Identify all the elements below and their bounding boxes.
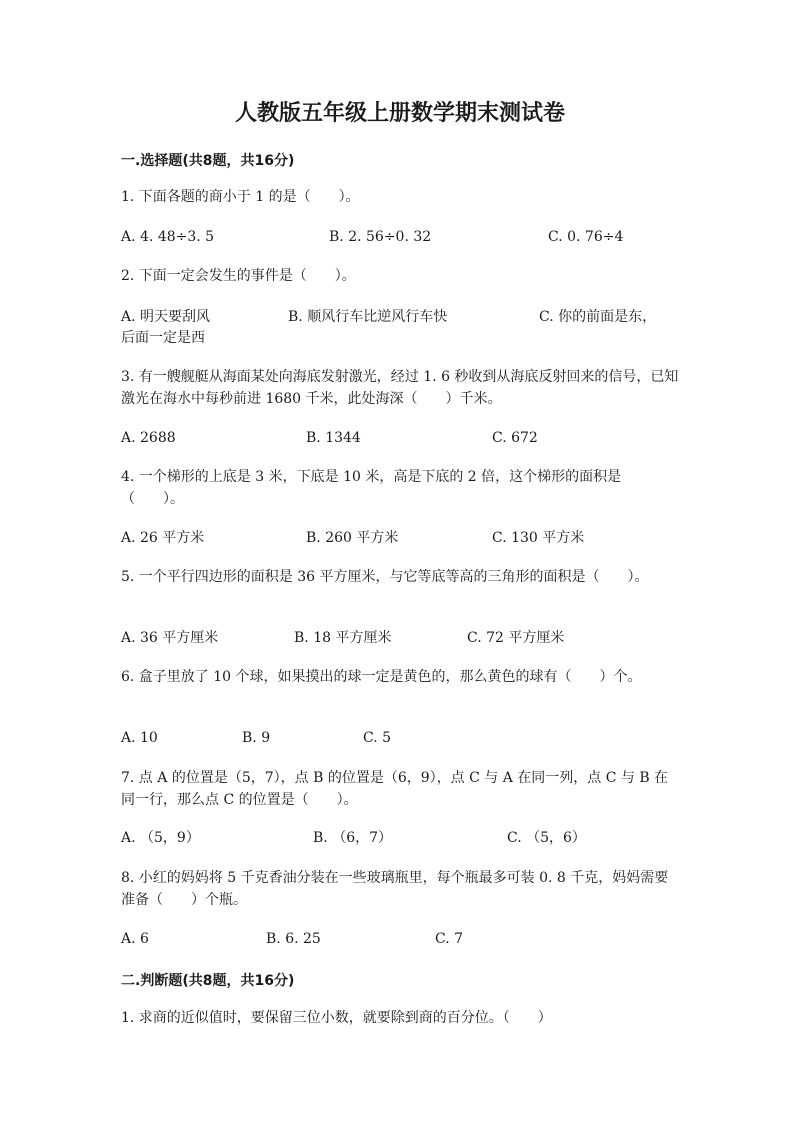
question-6: 6. 盒子里放了 10 个球，如果摸出的球一定是黄色的，那么黄色的球有（ ）个。 bbox=[121, 669, 642, 685]
question-3: 3. 有一艘舰艇从海面某处向海底发射激光，经过 1. 6 秒收到从海底反射回来的信号，已知激光在海水中每秒前进 1680 千米，此处海深（ ）千米。 bbox=[121, 369, 679, 407]
option-b: B. （6，7） bbox=[313, 830, 393, 846]
option-a: A. 6 bbox=[121, 931, 149, 947]
option-c: C. 672 bbox=[492, 430, 538, 446]
option-b: B. 9 bbox=[242, 730, 271, 746]
option-a: A. 明天要刮风 bbox=[121, 309, 211, 325]
options-8 bbox=[121, 928, 681, 950]
option-c: C. （5，6） bbox=[507, 830, 586, 846]
option-b: B. 顺风行车比逆风行车快 bbox=[288, 309, 448, 325]
option-c: C. 7 bbox=[435, 931, 464, 947]
option-b: B. 2. 56÷0. 32 bbox=[329, 229, 432, 245]
option-a: A. 4. 48÷3. 5 bbox=[121, 229, 215, 245]
option-c: C. 72 平方厘米 bbox=[467, 630, 565, 646]
option-c: C. 你的前面是东， bbox=[539, 309, 657, 325]
question-7: 7. 点 A 的位置是（5，7），点 B 的位置是（6，9），点 C 与 A 在同一列，点 C 与 B 在同一行，那么点 C 的位置是（ ）。 bbox=[121, 770, 669, 808]
options-6 bbox=[121, 727, 681, 749]
option-b: B. 6. 25 bbox=[266, 931, 321, 947]
question-1: 1. 下面各题的商小于 1 的是（ ）。 bbox=[121, 189, 360, 205]
option-a: A. 10 bbox=[121, 730, 158, 746]
options-2 bbox=[121, 306, 681, 328]
options-3 bbox=[121, 427, 681, 449]
option-a: A. （5，9） bbox=[121, 830, 200, 846]
option-c: C. 5 bbox=[363, 730, 392, 746]
options-1 bbox=[121, 226, 681, 248]
options-4 bbox=[121, 527, 681, 549]
page-title: 人教版五年级上册数学期末测试卷 bbox=[234, 101, 565, 126]
option-a: A. 2688 bbox=[121, 430, 176, 446]
option-b: B. 260 平方米 bbox=[306, 530, 399, 546]
option-c: C. 130 平方米 bbox=[492, 530, 585, 546]
option-b: B. 1344 bbox=[306, 430, 361, 446]
options-5 bbox=[121, 627, 681, 649]
section-heading-judge: 二.判断题(共8题，共16分) bbox=[121, 973, 295, 989]
option-a: A. 36 平方厘米 bbox=[121, 630, 219, 646]
judge-question-1: 1. 求商的近似值时，要保留三位小数，就要除到商的百分位。（ ） bbox=[121, 1010, 552, 1026]
question-5: 5. 一个平行四边形的面积是 36 平方厘米，与它等底等高的三角形的面积是（ ）。 bbox=[121, 569, 649, 585]
question-8: 8. 小红的妈妈将 5 千克香油分装在一些玻璃瓶里，每个瓶最多可装 0. 8 千克，妈妈需要准备（ ）个瓶。 bbox=[121, 870, 669, 908]
option-b: B. 18 平方厘米 bbox=[294, 630, 392, 646]
option-c-continued: 后面一定是西 bbox=[121, 330, 205, 346]
option-c: C. 0. 76÷4 bbox=[548, 229, 624, 245]
question-2: 2. 下面一定会发生的事件是（ ）。 bbox=[121, 268, 356, 284]
options-7 bbox=[121, 827, 681, 849]
option-a: A. 26 平方米 bbox=[121, 530, 205, 546]
question-4: 4. 一个梯形的上底是 3 米，下底是 10 米，高是下底的 2 倍，这个梯形的面积是（ ）。 bbox=[121, 469, 622, 507]
section-heading-choice: 一.选择题(共8题，共16分) bbox=[121, 153, 295, 169]
